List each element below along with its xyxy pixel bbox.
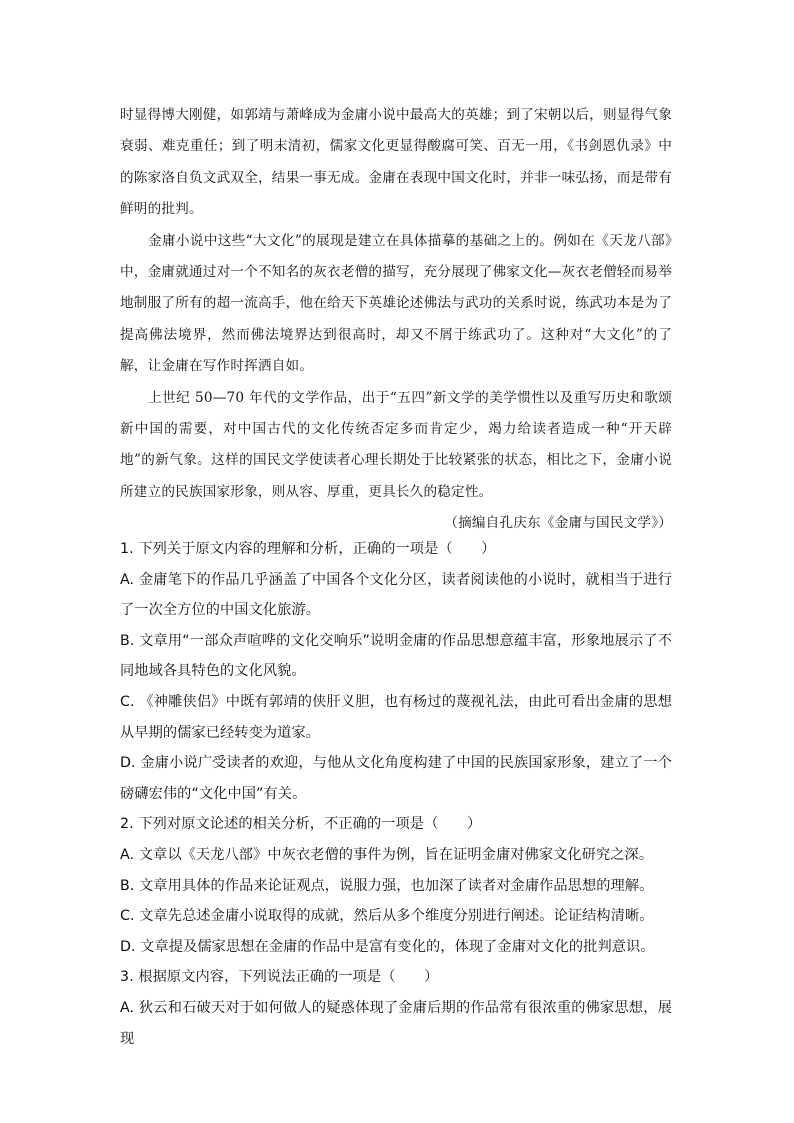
question-stem: 1. 下列关于原文内容的理解和分析，正确的一项是（ ） bbox=[120, 541, 496, 557]
article-paragraph: 时显得博大刚健，如郭靖与萧峰成为金庸小说中最高大的英雄；到了宋朝以后，则显得气象衰弱、难克重任；到了明末清初，儒家文化更显得酸腐可笑、百无一用，《书剑恩仇录》中的陈家洛自负文武双全，结果一事无成。金庸在表现中国文化时，并非一味弘扬，而是带有鲜明的批判。 bbox=[120, 107, 672, 218]
answer-option: A. 金庸笔下的作品几乎涵盖了中国各个文化分区，读者阅读他的小说时，就相当于进行了一次全方位的中国文化旅游。 bbox=[120, 571, 672, 619]
answer-option: A. 狄云和石破天对于如何做人的疑惑体现了金庸后期的作品常有很浓重的佛家思想，展现 bbox=[120, 999, 672, 1047]
answer-option: B. 文章用具体的作品来论证观点，说服力强，也加深了读者对金庸作品思想的理解。 bbox=[120, 877, 654, 894]
question-stem: 2. 下列对原文论述的相关分析，不正确的一项是（ ） bbox=[120, 816, 482, 833]
question-stem: 3. 根据原文内容，下列说法正确的一项是（ ） bbox=[120, 969, 439, 986]
article-paragraph: 上世纪 50—70 年代的文学作品，出于“五四”新文学的美学惯性以及重写历史和歌颂新中国的需要，对中国古代的文化传统否定多而肯定少，竭力给读者造成一种“开天辟地”的新气象。这样的国民文学使读者心理长期处于比较紧张的状态，相比之下，金庸小说所建立的民族国家形象，则从容、厚重，更具长久的稳定性。 bbox=[120, 389, 672, 500]
answer-option: D. 金庸小说广受读者的欢迎，与他从文化角度构建了中国的民族国家形象，建立了一个磅礴宏伟的“文化中国”有关。 bbox=[120, 755, 672, 802]
article-paragraph: 金庸小说中这些“大文化”的展现是建立在具体描摹的基础之上的。例如在《天龙八部》中，金庸就通过对一个不知名的灰衣老僧的描写，充分展现了佛家文化—灰衣老僧轻而易举地制服了所有的超一流高手，他在给天下英雄论述佛法与武功的关系时说，练武功本是为了提高佛法境界，然而佛法境界达到很高时，却又不屑于练武功了。这种对“大文化”的了解，让金庸在写作时挥洒自如。 bbox=[120, 232, 672, 375]
question-section bbox=[120, 534, 672, 1054]
answer-option: A. 文章以《天龙八部》中灰衣老僧的事件为例，旨在证明金庸对佛家文化研究之深。 bbox=[120, 846, 654, 863]
source-citation: （摘编自孔庆东《金庸与国民文学》） bbox=[444, 515, 672, 532]
answer-option: C. 《神雕侠侣》中既有郭靖的侠肝义胆，也有杨过的蔑视礼法，由此可看出金庸的思想从早期的儒家已经转变为道家。 bbox=[120, 693, 672, 741]
answer-option: C. 文章先总述金庸小说取得的成就，然后从多个维度分别进行阐述。论证结构清晰。 bbox=[120, 908, 654, 925]
article-excerpt bbox=[120, 100, 672, 540]
answer-option: B. 文章用“一部众声喧哗的文化交响乐”说明金庸的作品思想意蕴丰富，形象地展示了不同地域各具特色的文化风貌。 bbox=[120, 632, 672, 680]
answer-option: D. 文章提及儒家思想在金庸的作品中是富有变化的，体现了金庸对文化的批判意识。 bbox=[120, 938, 655, 955]
